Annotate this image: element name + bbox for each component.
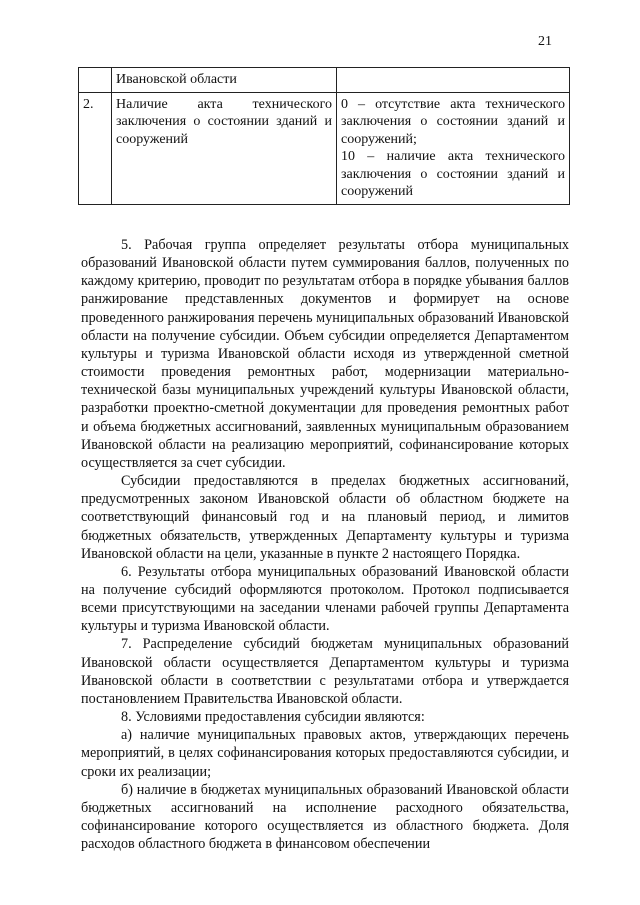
row-number [79, 68, 112, 93]
row-number: 2. [79, 92, 112, 204]
body-text [81, 236, 569, 853]
score-line: 0 – отсутствие акта технического заключения о состоянии зданий и сооружений; [341, 96, 565, 147]
table-row [79, 68, 570, 93]
paragraph: 6. Результаты отбора муниципальных образований Ивановской области на получение субсидий оформляются протоколом. Протокол подписывается всеми присутствующими на заседании членами рабочей группы Департамента культуры и туризма Ивановской области. [81, 563, 569, 635]
page-number: 21 [538, 34, 552, 49]
paragraph: 8. Условиями предоставления субсидии являются: [121, 709, 425, 726]
criterion-cell: Наличие акта технического заключения о состоянии зданий и сооружений [112, 92, 337, 204]
criterion-cell: Ивановской области [112, 68, 337, 93]
paragraph: 7. Распределение субсидий бюджетам муниципальных образований Ивановской области осуществляется Департаментом культуры и туризма Ивановской области в соответствии с результатами отбора и утверждается постановлением Правительства Ивановской области. [81, 636, 569, 707]
table-row [79, 92, 570, 204]
score-cell [337, 68, 570, 93]
score-cell [337, 92, 570, 204]
paragraph: 5. Рабочая группа определяет результаты отбора муниципальных образований Ивановской области путем суммирования баллов, полученных по каждому критерию, проводит по результатам отбора в порядке убывания баллов ранжирование представленных документов и формирует на основе проведенного ранжирования перечень муниципальных образований Ивановской области на получение субсидии. Объем субсидии определяется Департаментом культуры и туризма Ивановской области исходя из утвержденной сметной стоимости проведения ремонтных работ, модернизации материально-технической базы муниципальных учреждений культуры Ивановской области, разработки проектно-сметной документации для проведения ремонтных работ и объема бюджетных ассигнований, заявленных муниципальным образованием Ивановской области на реализацию мероприятий, софинансирование которых осуществляется за счет субсидии. [81, 237, 569, 471]
paragraph: б) наличие в бюджетах муниципальных образований Ивановской области бюджетных ассигнований на исполнение расходного обязательства, софинансирование которого осуществляется из областного бюджета. Доля расходов областного бюджета в финансовом обеспечении [81, 781, 569, 853]
paragraph: а) наличие муниципальных правовых актов, утверждающих перечень мероприятий, в целях софинансирования которых предоставляются субсидии, и сроки их реализации; [81, 727, 569, 780]
paragraph: Субсидии предоставляются в пределах бюджетных ассигнований, предусмотренных законом Ивановской области об областном бюджете на соответствующий финансовый год и на плановый период, и лимитов бюджетных обязательств, утвержденных Департаменту культуры и туризма Ивановской области на цели, указанные в пункте 2 настоящего Порядка. [81, 473, 569, 562]
criteria-table [78, 67, 570, 205]
score-line: 10 – наличие акта технического заключения о состоянии зданий и сооружений [341, 149, 565, 199]
